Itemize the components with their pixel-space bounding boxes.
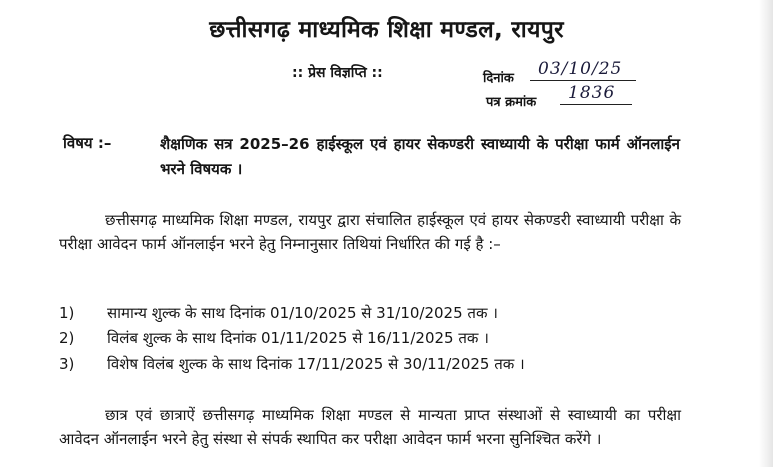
list-item: [59, 303, 498, 323]
body-paragraph-2: [59, 403, 681, 451]
body-paragraph-2-text: छात्र एवं छात्राऐं छत्तीसगढ़ माध्यमिक शिक्षा मण्डल से मान्यता प्राप्त संस्थाओं से स्वाध्यायी का परीक्षा आवेदन ऑनलाईन भरने हेतु संस्था से संपर्क स्थापित कर परीक्षा आवेदन फार्म भरना सुनिश्चित करेंगे ।: [59, 406, 681, 448]
date-label: दिनांक: [483, 71, 514, 86]
page-edge-shadow: [759, 0, 773, 467]
list-item-number: 3): [59, 355, 75, 373]
subject-label: विषय :–: [63, 134, 112, 152]
letter-number-underline: [560, 104, 632, 105]
list-item-text: विशेष विलंब शुल्क के साथ दिनांक 17/11/2025 से 30/11/2025 तक ।: [107, 355, 525, 373]
body-paragraph-1-text: छत्तीसगढ़ माध्यमिक शिक्षा मण्डल, रायपुर द्वारा संचालित हाईस्कूल एवं हायर सेकण्डरी स्वाध्यायी परीक्षा के परीक्षा आवेदन फार्म ऑनलाईन भरने हेतु निम्नानुसार तिथियां निर्धारित की गई है :–: [59, 211, 681, 253]
letter-number-value: 1836: [568, 83, 616, 103]
list-item-number: 2): [59, 329, 75, 347]
subject-text: शैक्षणिक सत्र 2025–26 हाईस्कूल एवं हायर सेकण्डरी स्वाध्यायी के परीक्षा फार्म ऑनलाईन भरने विषयक ।: [160, 135, 680, 178]
document-title: छत्तीसगढ़ माध्यमिक शिक्षा मण्डल, रायपुर: [209, 17, 564, 43]
list-item-text: विलंब शुल्क के साथ दिनांक 01/11/2025 से 16/11/2025 तक ।: [107, 329, 489, 347]
list-item: [59, 328, 489, 348]
list-item-number: 1): [59, 304, 75, 322]
letter-number-label: पत्र क्रमांक: [486, 95, 537, 110]
press-release-heading: :: प्रेस विज्ञप्ति ::: [292, 65, 383, 81]
date-value: 03/10/25: [538, 59, 623, 79]
date-underline: [530, 80, 636, 81]
list-item-text: सामान्य शुल्क के साथ दिनांक 01/10/2025 से 31/10/2025 तक ।: [107, 304, 498, 322]
list-item: [59, 354, 525, 374]
body-paragraph-1: [59, 208, 681, 256]
